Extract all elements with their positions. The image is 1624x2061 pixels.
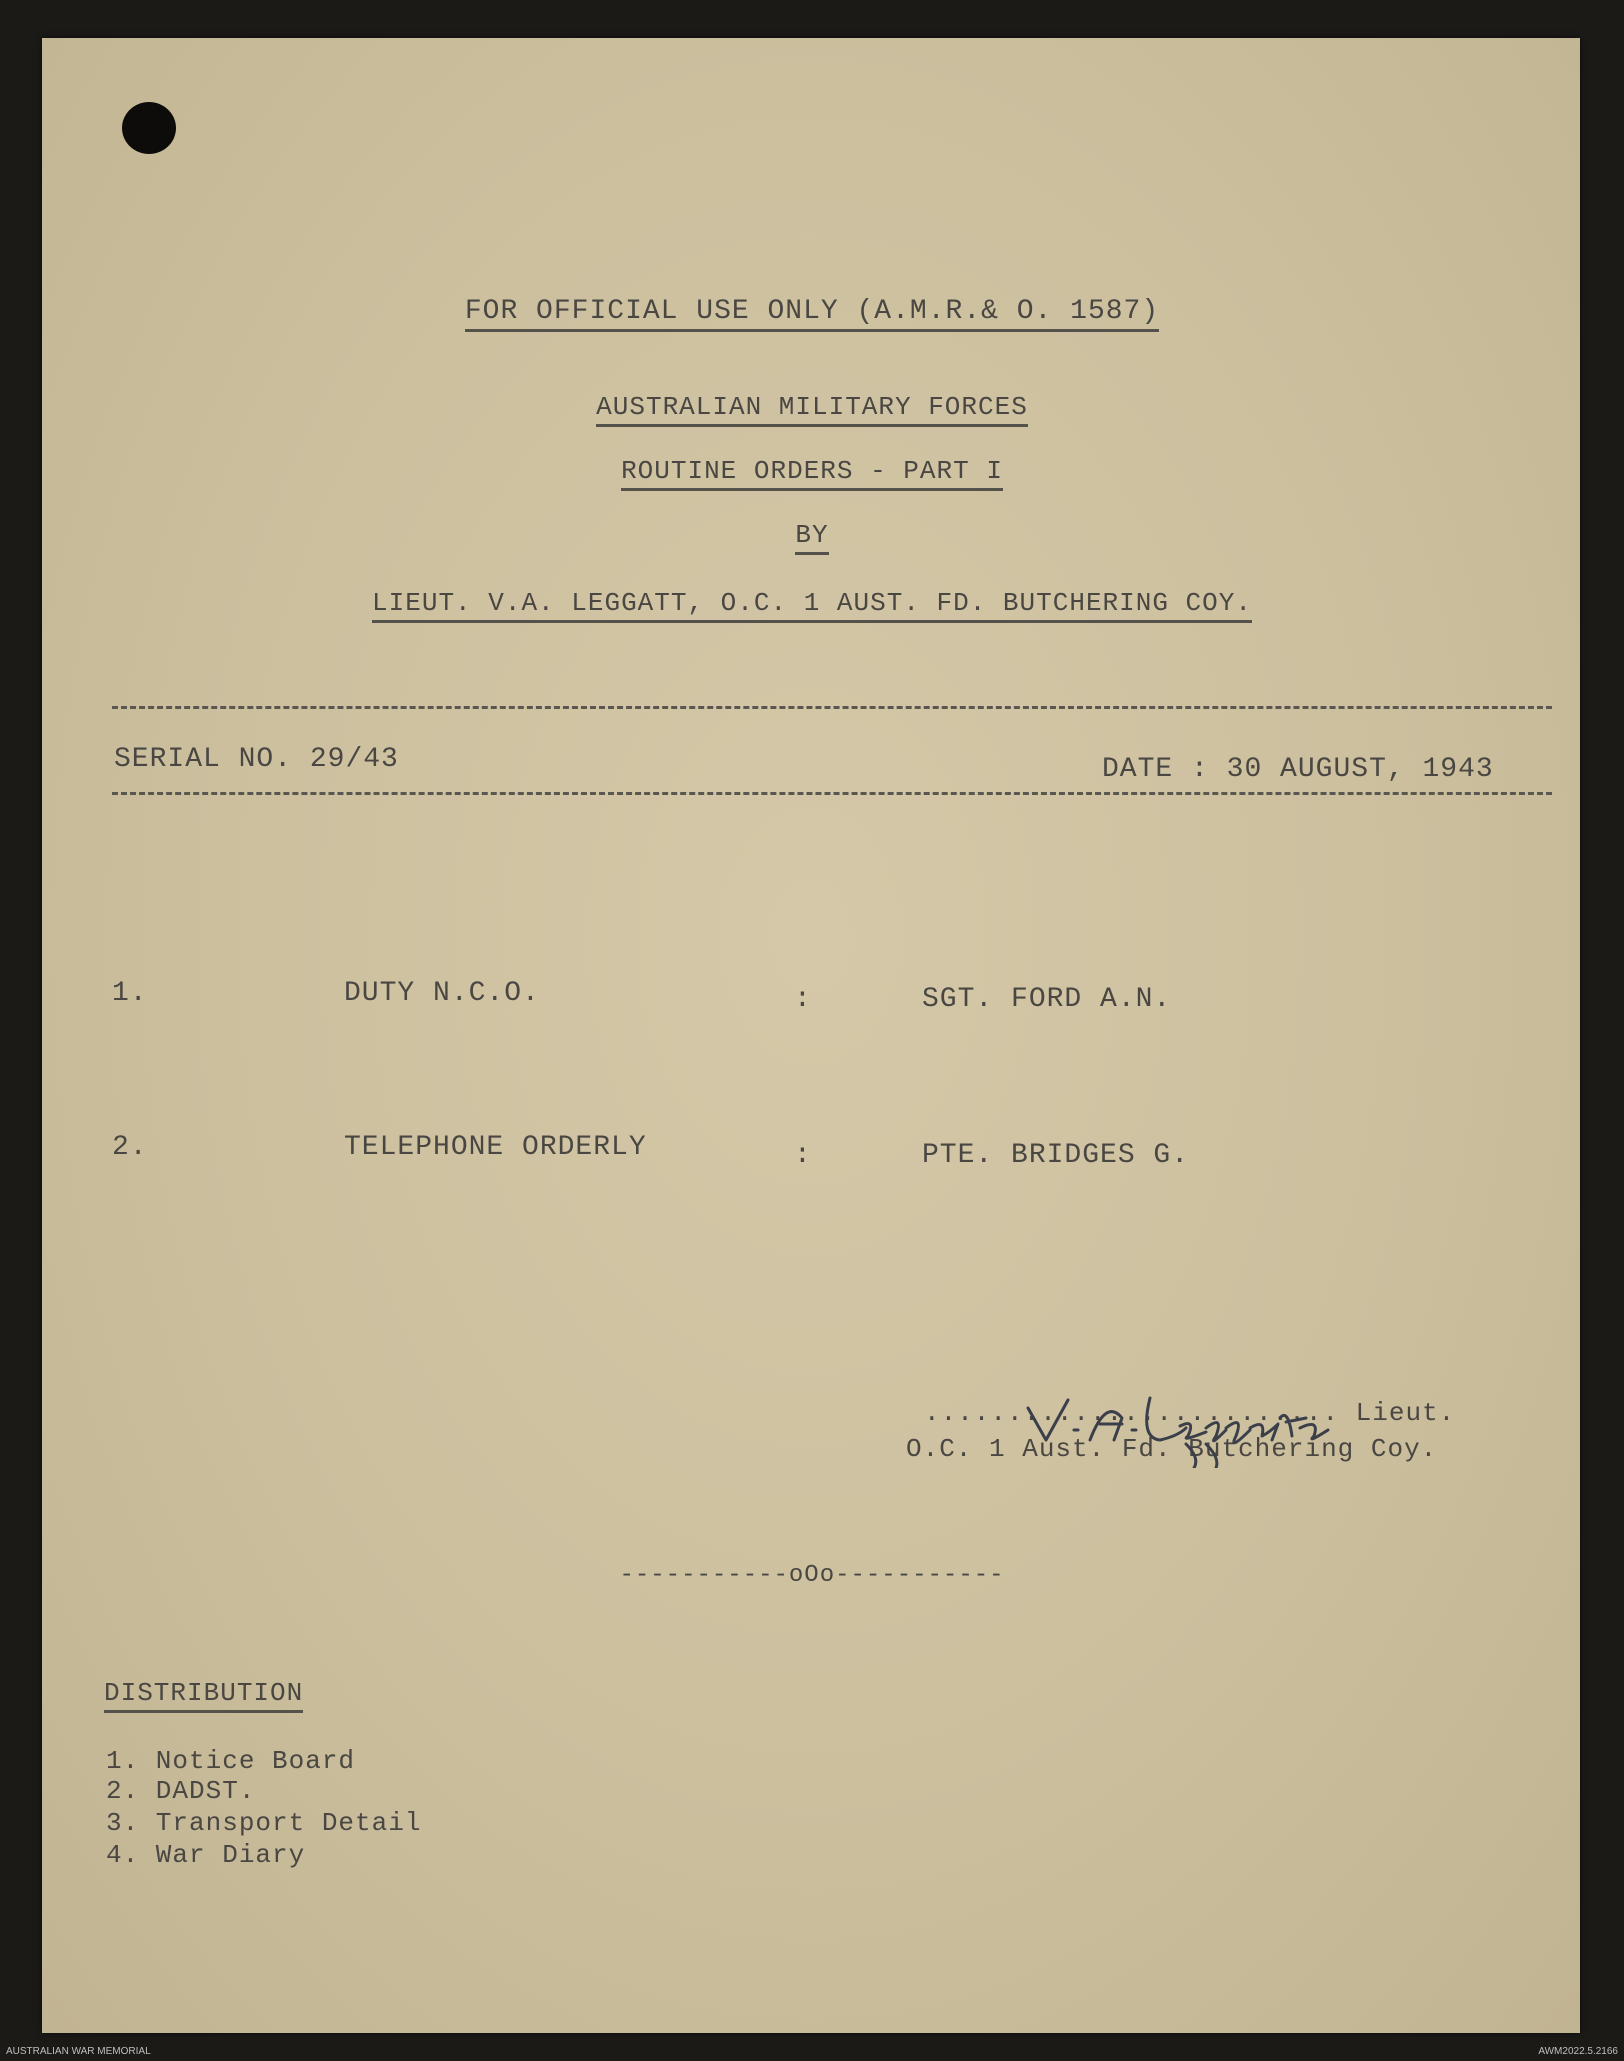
org-text: AUSTRALIAN MILITARY FORCES: [596, 392, 1028, 427]
date-value: 30 AUGUST, 1943: [1226, 754, 1494, 785]
order-separator: :: [794, 1140, 812, 1171]
serial-label: SERIAL NO.: [114, 744, 293, 775]
order-number: 2.: [112, 1132, 148, 1163]
issuer-line: [0, 588, 1624, 618]
by-text: BY: [795, 520, 828, 555]
serial-value: 29/43: [309, 744, 399, 775]
date: [1102, 754, 1494, 785]
by-line: [0, 520, 1624, 550]
order-name: PTE. BRIDGES G.: [922, 1140, 1190, 1171]
classification-text: FOR OFFICIAL USE ONLY (A.M.R.& O. 1587): [465, 296, 1159, 332]
distribution-heading-text: DISTRIBUTION: [104, 1678, 303, 1713]
top-rule: [112, 706, 1552, 709]
order-name: SGT. FORD A.N.: [922, 984, 1172, 1015]
org-line: [0, 392, 1624, 422]
document-page: [42, 38, 1580, 2033]
classification-line: [0, 296, 1624, 327]
punch-hole: [122, 102, 176, 154]
title-text: ROUTINE ORDERS - PART I: [621, 456, 1003, 491]
signature-dotted-line: ......................... Lieut.: [924, 1398, 1456, 1428]
serial-number: [114, 744, 399, 775]
order-number: 1.: [112, 978, 148, 1009]
order-separator: :: [794, 984, 812, 1015]
title-line: [0, 456, 1624, 486]
date-label: DATE :: [1102, 754, 1209, 785]
distribution-heading: [104, 1678, 303, 1708]
bottom-rule: [112, 792, 1552, 795]
order-duty: TELEPHONE ORDERLY: [344, 1132, 647, 1163]
footer-left: AUSTRALIAN WAR MEMORIAL: [6, 2046, 151, 2057]
distribution-item: 2. DADST.: [106, 1776, 256, 1806]
signature-title: O.C. 1 Aust. Fd. Butchering Coy.: [906, 1434, 1438, 1464]
distribution-item: 3. Transport Detail: [106, 1808, 422, 1838]
order-duty: DUTY N.C.O.: [344, 978, 540, 1009]
distribution-item: 1. Notice Board: [106, 1746, 356, 1776]
footer-right: AWM2022.5.2166: [1538, 2046, 1618, 2057]
end-divider: -----------oOo-----------: [619, 1562, 1005, 1589]
distribution-item: 4. War Diary: [106, 1840, 306, 1870]
issuer-text: LIEUT. V.A. LEGGATT, O.C. 1 AUST. FD. BUTCHERING COY.: [372, 588, 1252, 623]
